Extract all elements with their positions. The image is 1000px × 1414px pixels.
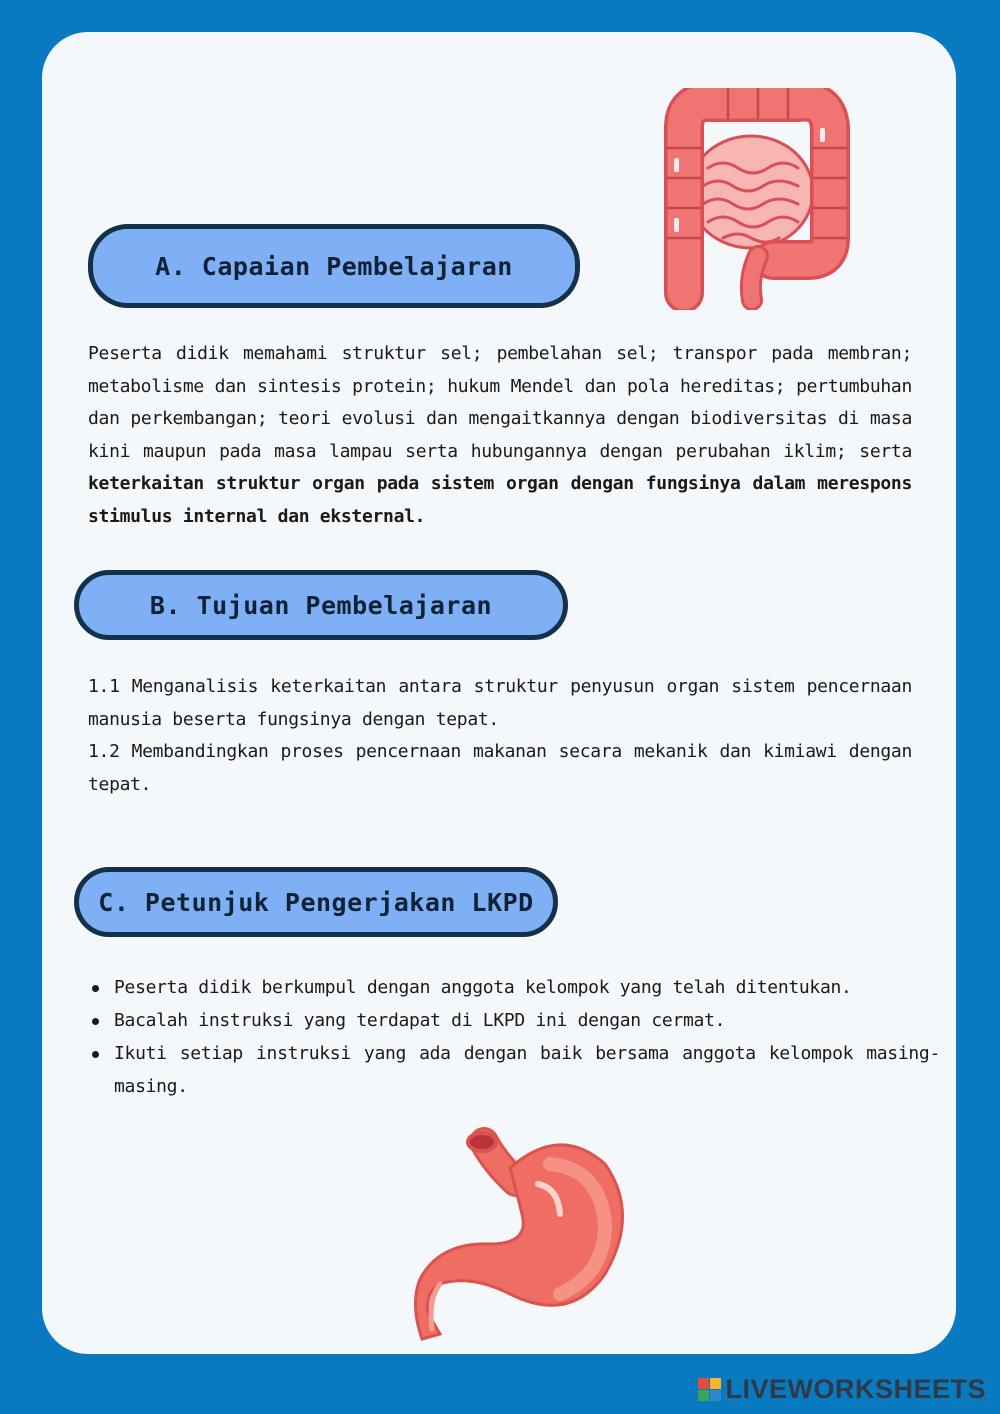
objective-item: 1.2 Membandingkan proses pencernaan makanan secara mekanik dan kimiawi dengan tepat. [88, 741, 912, 795]
section-c-heading-text: C. Petunjuk Pengerjakan LKPD [98, 887, 534, 917]
section-a-heading [88, 224, 580, 308]
liveworksheets-logo-icon [698, 1378, 721, 1401]
section-b-list [88, 671, 912, 801]
instruction-item: Peserta didik berkumpul dengan anggota kelompok yang telah ditentukan. [114, 971, 940, 1004]
intestine-illustration [648, 88, 854, 310]
section-b-heading-text: B. Tujuan Pembelajaran [149, 590, 493, 620]
section-c-heading [74, 867, 558, 937]
instruction-item: Ikuti setiap instruksi yang ada dengan baik bersama anggota kelompok masing-masing. [114, 1037, 940, 1103]
section-a-heading-text: A. Capaian Pembelajaran [155, 251, 513, 281]
objective-item: 1.1 Menganalisis keterkaitan antara struktur penyusun organ sistem pencernaan manusia beserta fungsinya dengan tepat. [88, 676, 912, 730]
section-b-heading [74, 570, 568, 640]
watermark-text: LIVEWORKSHEETS [725, 1374, 986, 1404]
section-a-paragraph [88, 338, 912, 534]
liveworksheets-watermark [698, 1374, 986, 1405]
instruction-item: Bacalah instruksi yang terdapat di LKPD ini dengan cermat. [114, 1004, 940, 1037]
stomach-illustration [400, 1124, 630, 1342]
section-a-text-bold: keterkaitan struktur organ pada sistem organ dengan fungsinya dalam merespons stimulus internal dan eksternal. [88, 473, 912, 527]
instruction-list [88, 971, 940, 1103]
section-a-text: Peserta didik memahami struktur sel; pembelahan sel; transpor pada membran; metabolisme dan sintesis protein; hukum Mendel dan pola hereditas; pertumbuhan dan perkembangan; teori evolusi dan mengaitkannya dengan biodiversitas di masa kini maupun pada masa lampau serta hubungannya dengan perubahan iklim; serta [88, 343, 912, 462]
